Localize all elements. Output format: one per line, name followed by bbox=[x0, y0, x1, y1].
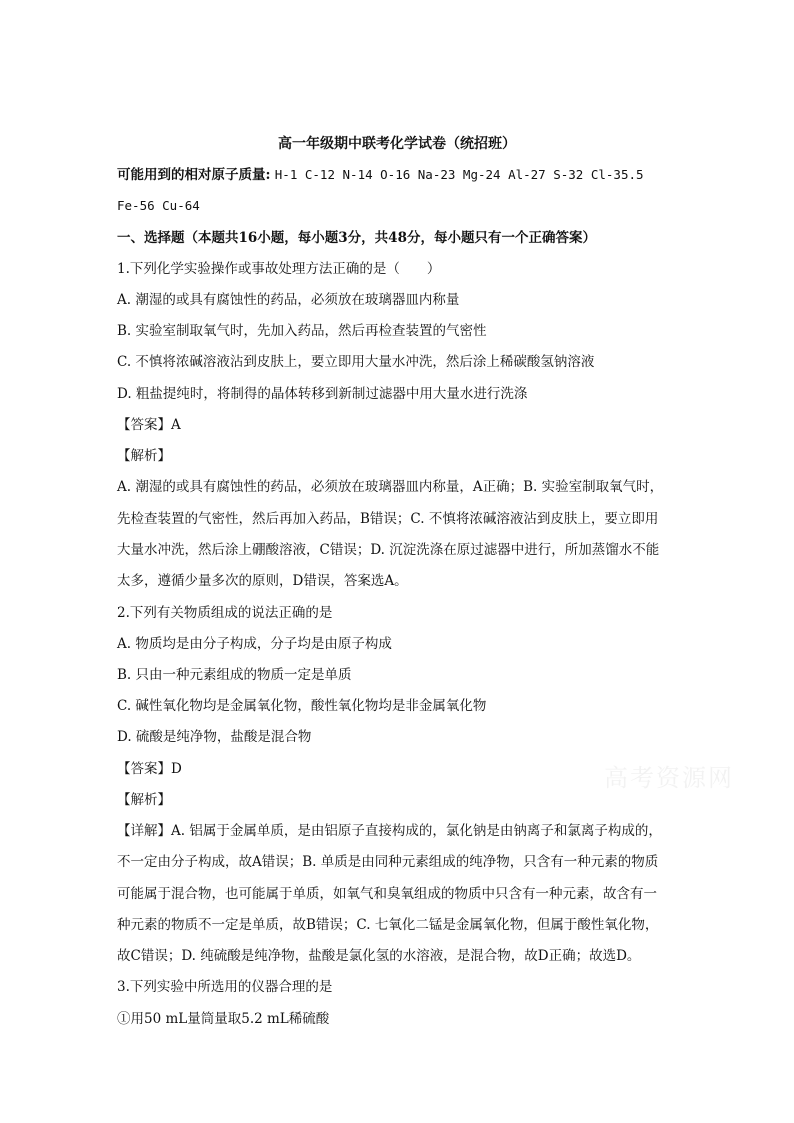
question-2-stem: 2.下列有关物质组成的说法正确的是 bbox=[117, 605, 333, 621]
question-2-analysis-line: 不一定由分子构成，故A错误；B. 单质是由同种元素组成的纯净物，只含有一种元素的物质 bbox=[117, 854, 659, 870]
question-1-analysis-line: 先检查装置的气密性，然后再加入药品，B错误；C. 不慎将浓碱溶液沾到皮肤上，要立即用 bbox=[117, 511, 659, 527]
question-1-stem: 1.下列化学实验操作或事故处理方法正确的是（ ） bbox=[117, 261, 441, 277]
atomic-mass-line bbox=[117, 165, 697, 185]
question-2-analysis-label: 【解析】 bbox=[117, 792, 171, 808]
exam-title: 高一年级期中联考化学试卷（统招班） bbox=[278, 136, 516, 152]
question-1-option-d: D. 粗盐提纯时，将制得的晶体转移到新制过滤器中用大量水进行洗涤 bbox=[117, 386, 528, 402]
atomic-mass-values: H-1 C-12 N-14 O-16 Na-23 Mg-24 Al-27 S-32 Cl-35.5 bbox=[274, 167, 644, 182]
question-1-analysis-line: A. 潮湿的或具有腐蚀性的药品，必须放在玻璃器皿内称量，A正确；B. 实验室制取氧气时， bbox=[117, 479, 664, 495]
question-1-option-b: B. 实验室制取氧气时，先加入药品，然后再检查装置的气密性 bbox=[117, 323, 487, 339]
question-3-stem: 3.下列实验中所选用的仪器合理的是 bbox=[117, 979, 333, 995]
question-1-answer: 【答案】A bbox=[117, 417, 181, 433]
question-2-analysis-line: 【详解】A. 铝属于金属单质，是由铝原子直接构成的，氯化钠是由钠离子和氯离子构成的， bbox=[117, 823, 662, 839]
question-1-analysis-label: 【解析】 bbox=[117, 448, 171, 464]
question-2-option-b: B. 只由一种元素组成的物质一定是单质 bbox=[117, 667, 352, 683]
question-2-option-d: D. 硫酸是纯净物，盐酸是混合物 bbox=[117, 729, 312, 745]
question-3-item-1: ①用50 mL量筒量取5.2 mL稀硫酸 bbox=[117, 1011, 330, 1027]
atomic-mass-values-continued: Fe-56 Cu-64 bbox=[117, 198, 200, 213]
question-1-option-a: A. 潮湿的或具有腐蚀性的药品，必须放在玻璃器皿内称量 bbox=[117, 292, 460, 308]
question-2-option-c: C. 碱性氧化物均是金属氧化物，酸性氧化物均是非金属氧化物 bbox=[117, 698, 487, 714]
atomic-mass-label: 可能用到的相对原子质量: bbox=[117, 167, 271, 183]
question-1-option-c: C. 不慎将浓碱溶液沾到皮肤上，要立即用大量水冲洗，然后涂上稀碳酸氢钠溶液 bbox=[117, 354, 595, 370]
question-2-option-a: A. 物质均是由分子构成，分子均是由原子构成 bbox=[117, 636, 392, 652]
question-1-analysis-line: 大量水冲洗，然后涂上硼酸溶液，C错误；D. 沉淀洗涤在原过滤器中进行，所加蒸馏水不能 bbox=[117, 542, 660, 558]
question-2-analysis-line: 故C错误；D. 纯硫酸是纯净物，盐酸是氯化氢的水溶液，是混合物，故D正确；故选D。 bbox=[117, 948, 641, 964]
question-2-analysis-line: 可能属于混合物，也可能属于单质，如氧气和臭氧组成的物质中只含有一种元素，故含有一 bbox=[117, 886, 657, 902]
section-heading: 一、选择题（本题共16小题，每小题3分，共48分，每小题只有一个正确答案） bbox=[117, 230, 596, 246]
question-2-analysis-line: 种元素的物质不一定是单质，故B错误；C. 七氧化二锰是金属氧化物，但属于酸性氧化物， bbox=[117, 917, 659, 933]
question-2-answer: 【答案】D bbox=[117, 761, 182, 777]
question-1-analysis-line: 太多，遵循少量多次的原则，D错误，答案选A。 bbox=[117, 573, 408, 589]
watermark: 高考资源网 bbox=[604, 764, 734, 792]
